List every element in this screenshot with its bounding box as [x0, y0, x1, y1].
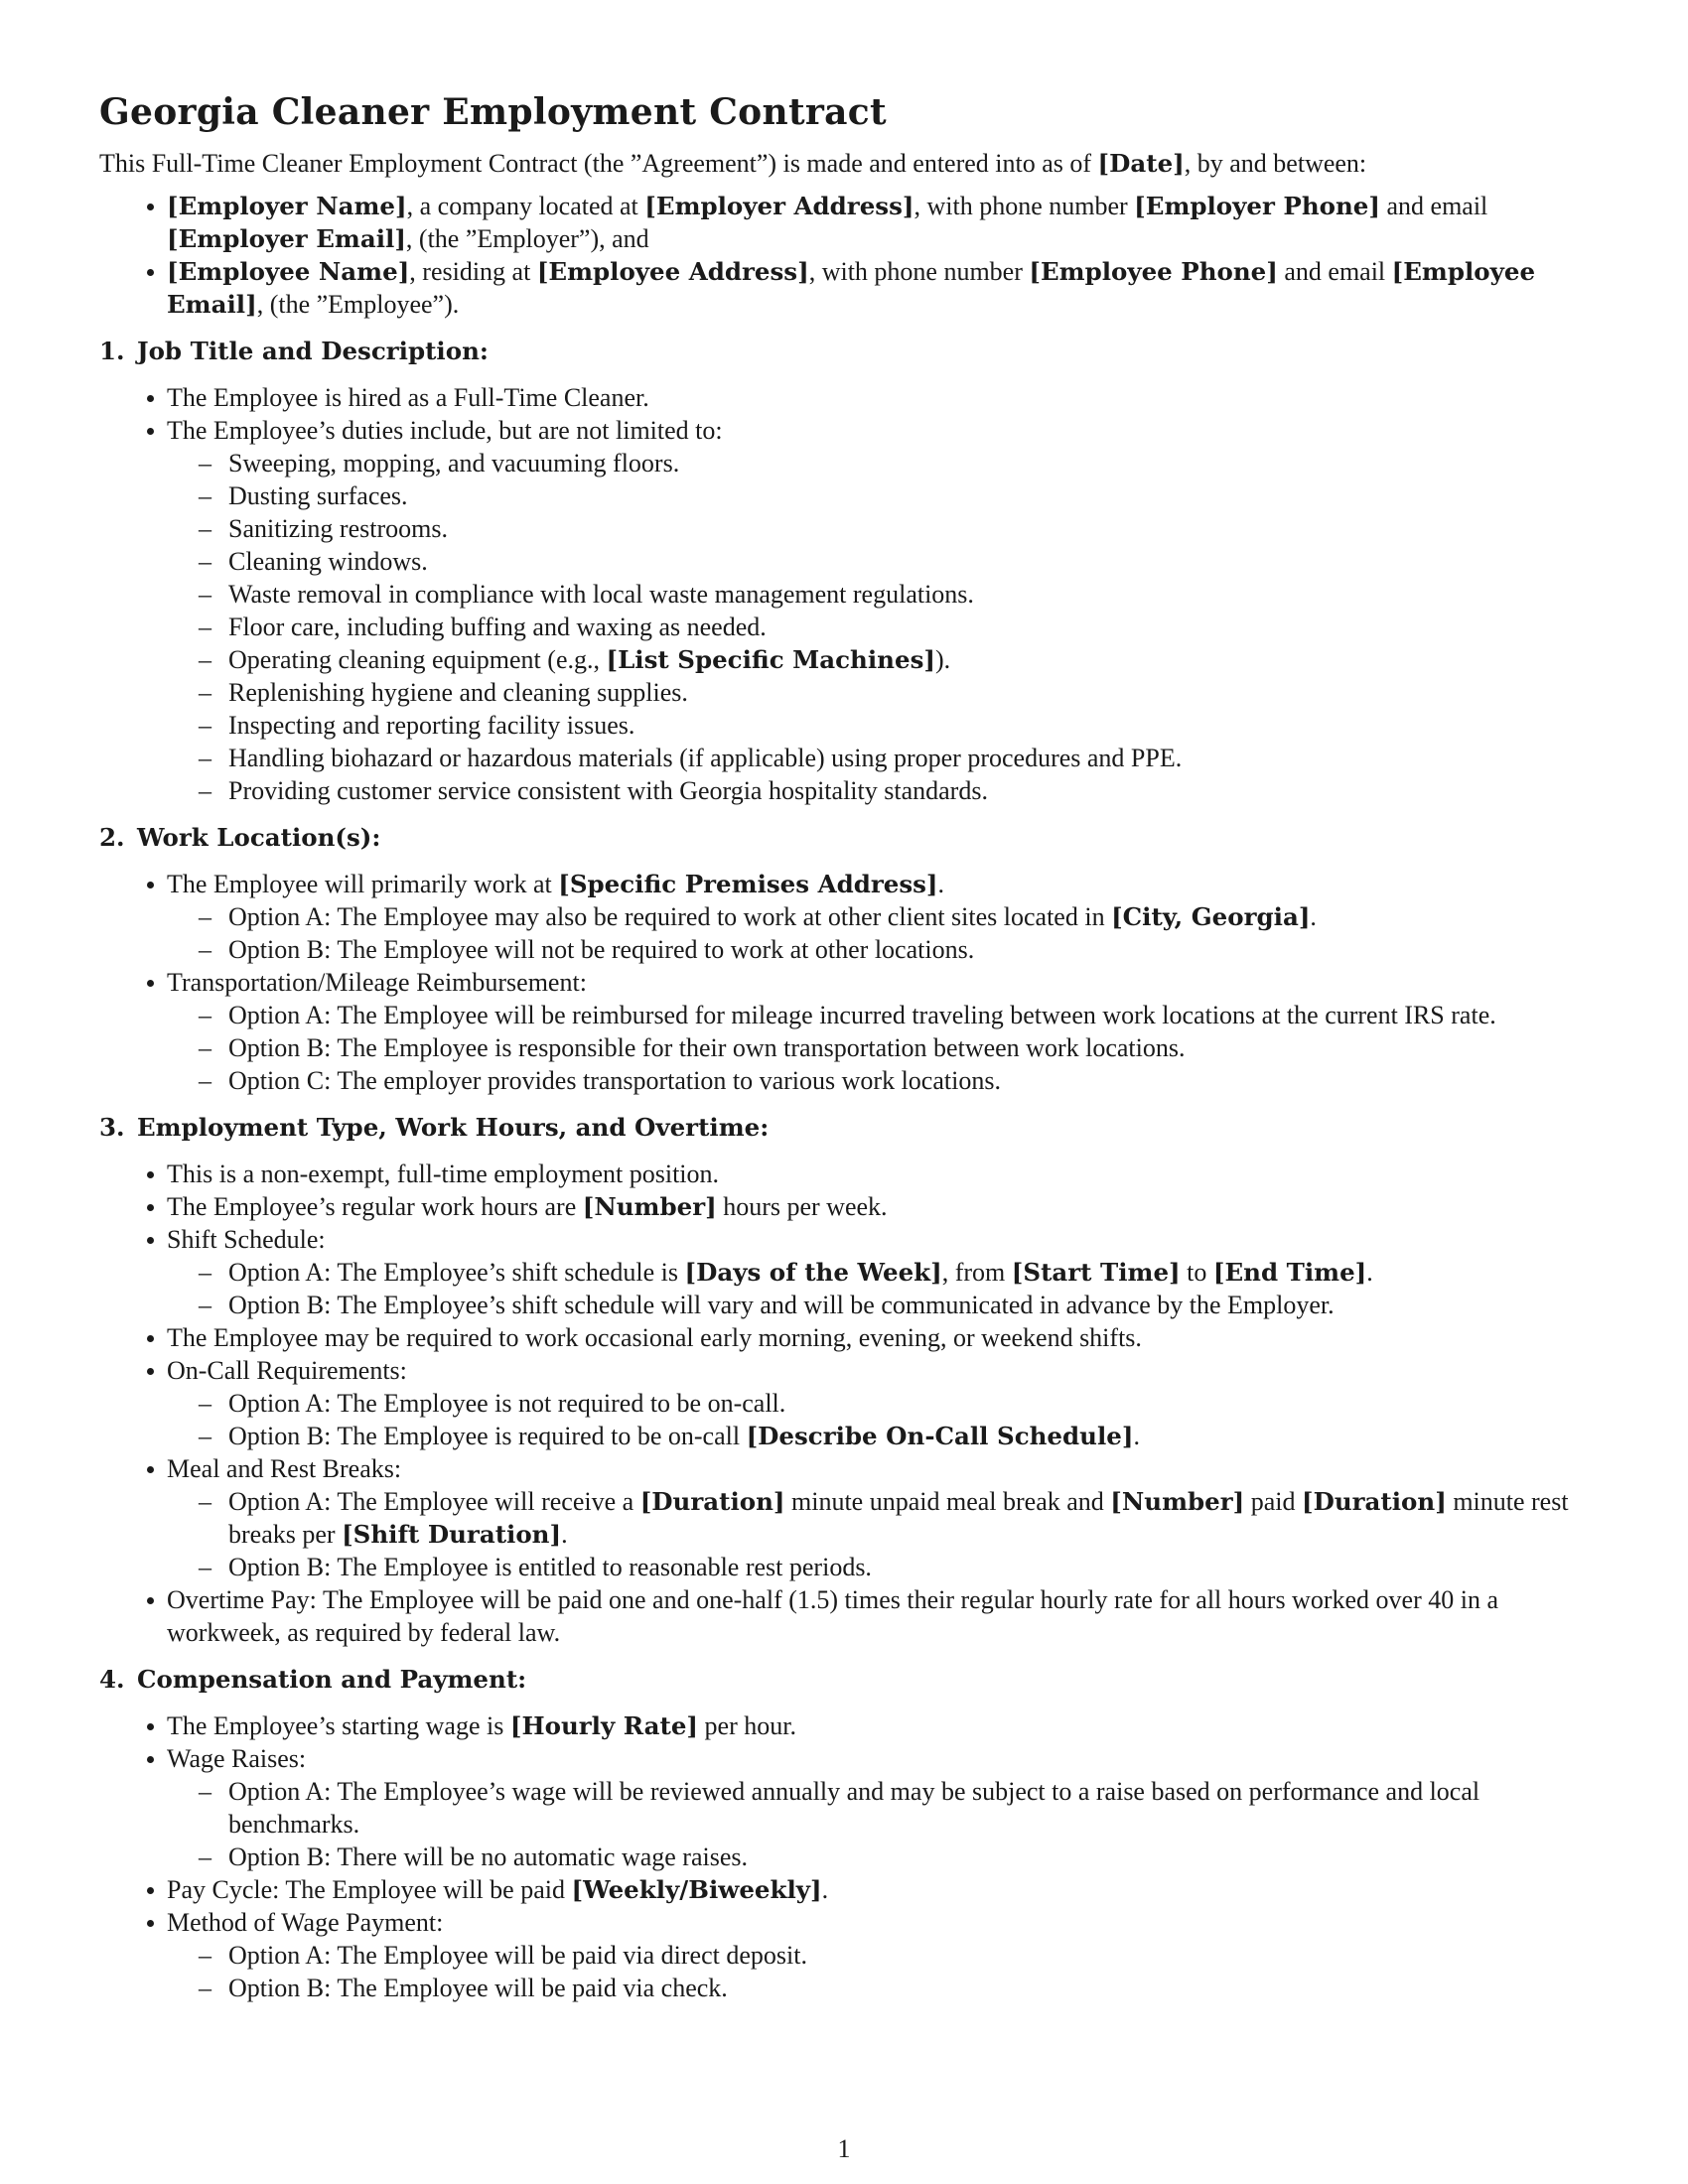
item-text: .: [937, 870, 945, 898]
list-item: This is a non-exempt, full-time employment position.: [99, 1158, 1589, 1190]
employer-name: [Employer Name]: [167, 192, 407, 220]
breaks-options: [167, 1485, 1589, 1583]
duty-item: – Sweeping, mopping, and vacuuming floors.: [167, 447, 1589, 479]
option-item: – Option B: The Employee will not be required to work at other locations.: [167, 933, 1589, 966]
list-item: [99, 1190, 1589, 1223]
page-title: Georgia Cleaner Employment Contract: [99, 91, 887, 133]
option-text: .: [1310, 902, 1317, 931]
item-text: Shift Schedule:: [167, 1225, 326, 1254]
party-employer: [99, 190, 1589, 255]
party-text: , residing at: [409, 257, 537, 286]
list-item: Overtime Pay: The Employee will be paid one and one-half (1.5) times their regular hourly rate for all hours worked over 40 in a workweek, as required by federal law.: [99, 1583, 1589, 1649]
party-employee: [99, 255, 1589, 321]
section-number: 3.: [99, 1113, 125, 1142]
number-placeholder: [Number]: [1110, 1487, 1245, 1516]
item-text: Pay Cycle: The Employee will be paid: [167, 1875, 572, 1904]
raise-options: [167, 1775, 1589, 1873]
intro-paragraph: [99, 147, 1589, 180]
item-text: Wage Raises:: [167, 1744, 307, 1773]
option-item: [167, 1256, 1589, 1289]
section-2-list: [99, 868, 1589, 1097]
end-time-placeholder: [End Time]: [1212, 1258, 1367, 1287]
section-title: Job Title and Description:: [137, 337, 489, 365]
party-text: , a company located at: [406, 192, 645, 220]
option-text: Option A: The Employee may also be required to work at other client sites located in: [228, 902, 1112, 931]
section-3-list: [99, 1158, 1589, 1649]
option-item: – Option B: There will be no automatic wage raises.: [167, 1841, 1589, 1873]
list-item: [99, 1452, 1589, 1583]
option-text: Option B: The Employee is required to be on-call: [228, 1422, 747, 1450]
location-options: [167, 900, 1589, 966]
item-text: hours per week.: [716, 1192, 888, 1221]
section-number: 2.: [99, 823, 125, 852]
list-item: [99, 1223, 1589, 1321]
section-number: 1.: [99, 337, 125, 365]
duration-placeholder: [Duration]: [639, 1487, 785, 1516]
duty-item: [167, 643, 1589, 676]
hourly-rate-placeholder: [Hourly Rate]: [509, 1711, 699, 1740]
party-text: and email: [1277, 257, 1392, 286]
option-item: – Option B: The Employee’s shift schedule will vary and will be communicated in advance by the Employer.: [167, 1289, 1589, 1321]
option-text: paid: [1244, 1487, 1302, 1516]
employee-phone: [Employee Phone]: [1029, 257, 1278, 286]
hours-placeholder: [Number]: [582, 1192, 717, 1221]
duty-item: – Providing customer service consistent with Georgia hospitality standards.: [167, 774, 1589, 807]
option-item: – Option C: The employer provides transportation to various work locations.: [167, 1064, 1589, 1097]
employer-email: [Employer Email]: [167, 224, 406, 253]
employee-address: [Employee Address]: [536, 257, 809, 286]
duties-list: [167, 447, 1589, 807]
list-item: The Employee may be required to work occasional early morning, evening, or weekend shifts.: [99, 1321, 1589, 1354]
section-2-heading: [99, 821, 1589, 854]
page-number: 1: [837, 2134, 851, 2163]
employer-address: [Employer Address]: [644, 192, 914, 220]
duty-item: – Sanitizing restrooms.: [167, 512, 1589, 545]
option-item: – Option B: The Employee will be paid via check.: [167, 1972, 1589, 2004]
option-text: , from: [941, 1258, 1012, 1287]
duties-intro: The Employee’s duties include, but are not limited to:: [167, 416, 723, 445]
list-item: [99, 1873, 1589, 1906]
option-item: – Option A: The Employee’s wage will be reviewed annually and may be subject to a raise based on performance and local benchmarks.: [167, 1775, 1589, 1841]
city-placeholder: [City, Georgia]: [1111, 902, 1311, 931]
option-item: [167, 1485, 1589, 1551]
item-text: Transportation/Mileage Reimbursement:: [167, 968, 587, 997]
option-text: Option A: The Employee’s shift schedule is: [228, 1258, 685, 1287]
option-text: minute rest breaks per: [228, 1487, 1569, 1549]
item-text: Meal and Rest Breaks:: [167, 1454, 402, 1483]
list-item: [99, 966, 1589, 1097]
party-text: , with phone number: [808, 257, 1030, 286]
option-item: – Option B: The Employee is responsible for their own transportation between work locations.: [167, 1031, 1589, 1064]
duty-item: – Floor care, including buffing and waxing as needed.: [167, 611, 1589, 643]
item-text: per hour.: [698, 1711, 796, 1740]
section-4-heading: [99, 1663, 1589, 1696]
option-item: – Option B: The Employee is entitled to reasonable rest periods.: [167, 1551, 1589, 1583]
item-text: The Employee’s starting wage is: [167, 1711, 510, 1740]
option-text: .: [561, 1520, 568, 1549]
list-item: [99, 1742, 1589, 1873]
intro-text: This Full-Time Cleaner Employment Contract (the ”Agreement”) is made and entered into as of: [99, 149, 1098, 178]
option-item: [167, 900, 1589, 933]
section-title: Compensation and Payment:: [137, 1665, 527, 1694]
option-text: .: [1133, 1422, 1140, 1450]
duration-placeholder: [Duration]: [1302, 1487, 1447, 1516]
option-item: [167, 1420, 1589, 1452]
contract-page: [99, 87, 1589, 2012]
list-item: [99, 414, 1589, 807]
party-text: and email: [1379, 192, 1488, 220]
duty-item: – Cleaning windows.: [167, 545, 1589, 578]
party-text: , (the ”Employee”).: [256, 290, 460, 319]
employer-phone: [Employer Phone]: [1134, 192, 1380, 220]
oncall-placeholder: [Describe On-Call Schedule]: [746, 1422, 1134, 1450]
list-item: [99, 1906, 1589, 2004]
option-text: to: [1180, 1258, 1213, 1287]
days-placeholder: [Days of the Week]: [684, 1258, 942, 1287]
duty-text: Operating cleaning equipment (e.g.,: [228, 645, 607, 674]
list-item: The Employee is hired as a Full-Time Cleaner.: [99, 381, 1589, 414]
section-title: Work Location(s):: [137, 823, 381, 852]
premises-placeholder: [Specific Premises Address]: [558, 870, 938, 898]
section-number: 4.: [99, 1665, 125, 1694]
option-item: – Option A: The Employee will be paid via direct deposit.: [167, 1939, 1589, 1972]
party-text: , with phone number: [914, 192, 1135, 220]
duty-item: – Handling biohazard or hazardous materials (if applicable) using proper procedures and PPE.: [167, 742, 1589, 774]
party-text: , (the ”Employer”), and: [405, 224, 649, 253]
start-time-placeholder: [Start Time]: [1011, 1258, 1181, 1287]
option-text: minute unpaid meal break and: [784, 1487, 1111, 1516]
transport-options: [167, 999, 1589, 1097]
duty-item: – Replenishing hygiene and cleaning supplies.: [167, 676, 1589, 709]
item-text: Method of Wage Payment:: [167, 1908, 444, 1937]
intro-text-end: , by and between:: [1184, 149, 1367, 178]
item-text: The Employee’s regular work hours are: [167, 1192, 583, 1221]
item-text: The Employee will primarily work at: [167, 870, 559, 898]
employee-email: [Employee Email]: [167, 257, 1536, 319]
employee-name: [Employee Name]: [167, 257, 410, 286]
date-placeholder: [Date]: [1097, 149, 1185, 178]
option-item: – Option A: The Employee is not required to be on-call.: [167, 1387, 1589, 1420]
section-title: Employment Type, Work Hours, and Overtime:: [137, 1113, 770, 1142]
duty-item: – Dusting surfaces.: [167, 479, 1589, 512]
list-item: [99, 1709, 1589, 1742]
section-3-heading: [99, 1111, 1589, 1144]
oncall-options: [167, 1387, 1589, 1452]
shift-duration-placeholder: [Shift Duration]: [342, 1520, 562, 1549]
machines-placeholder: [List Specific Machines]: [606, 645, 935, 674]
duty-item: – Waste removal in compliance with local waste management regulations.: [167, 578, 1589, 611]
item-text: .: [821, 1875, 829, 1904]
option-text: Option A: The Employee will receive a: [228, 1487, 640, 1516]
list-item: [99, 1354, 1589, 1452]
item-text: On-Call Requirements:: [167, 1356, 407, 1385]
duty-text: ).: [934, 645, 951, 674]
pay-cycle-placeholder: [Weekly/Biweekly]: [571, 1875, 822, 1904]
section-1-list: [99, 381, 1589, 807]
duty-item: – Inspecting and reporting facility issues.: [167, 709, 1589, 742]
section-4-list: [99, 1709, 1589, 2004]
section-1-heading: [99, 335, 1589, 367]
option-text: .: [1366, 1258, 1373, 1287]
list-item: [99, 868, 1589, 966]
shift-options: [167, 1256, 1589, 1321]
parties-list: [99, 190, 1589, 321]
payment-method-options: [167, 1939, 1589, 2004]
option-item: – Option A: The Employee will be reimbursed for mileage incurred traveling between work locations at the current IRS rate.: [167, 999, 1589, 1031]
